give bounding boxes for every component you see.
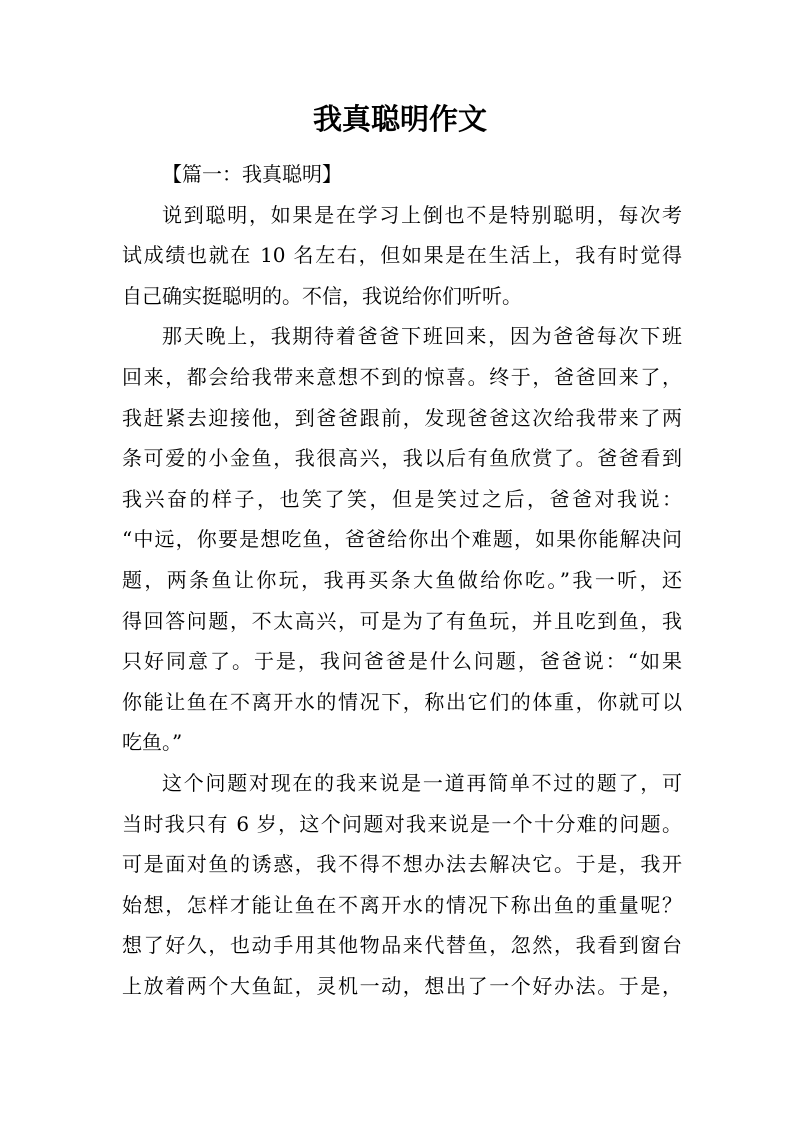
paragraph-line: 上放着两个大鱼缸，灵机一动，想出了一个好办法。于是， — [122, 973, 682, 998]
paragraph-line: 自己确实挺聪明的。不信，我说给你们听听。 — [122, 283, 522, 308]
paragraph-line: 你能让鱼在不离开水的情况下，称出它们的体重，你就可以 — [122, 689, 682, 714]
paragraph-2 — [122, 316, 682, 763]
document-body — [122, 154, 682, 1006]
paragraph-line: 说到聪明，如果是在学习上倒也不是特别聪明，每次考 — [162, 202, 682, 227]
document-title: 我真聪明作文 — [312, 102, 487, 136]
paragraph-line: 想了好久，也动手用其他物品来代替鱼，忽然，我看到窗台 — [122, 933, 682, 958]
paragraph-line: 得回答问题，不太高兴，可是为了有鱼玩，并且吃到鱼，我 — [122, 608, 682, 633]
paragraph-line: 条可爱的小金鱼，我很高兴，我以后有鱼欣赏了。爸爸看到 — [122, 446, 682, 471]
paragraph-1 — [122, 195, 682, 317]
paragraph-line: 吃鱼。” — [122, 730, 183, 755]
paragraph-line: 我兴奋的样子，也笑了笑，但是笑过之后，爸爸对我说： — [122, 486, 682, 511]
paragraph-line: 只好同意了。于是，我问爸爸是什么问题，爸爸说：“如果 — [122, 649, 682, 674]
paragraph-line: 题，两条鱼让你玩，我再买条大鱼做给你吃。”我一听，还 — [122, 567, 682, 592]
paragraph-line: “中远，你要是想吃鱼，爸爸给你出个难题，如果你能解决问 — [122, 527, 682, 552]
paragraph-line: 当时我只有 6 岁，这个问题对我来说是一个十分难的问题。 — [122, 811, 682, 836]
paragraph-line: 我赶紧去迎接他，到爸爸跟前，发现爸爸这次给我带来了两 — [122, 405, 682, 430]
paragraph-line: 可是面对鱼的诱惑，我不得不想办法去解决它。于是，我开 — [122, 852, 682, 877]
paragraph-3 — [122, 763, 682, 1007]
paragraph-line: 回来，都会给我带来意想不到的惊喜。终于，爸爸回来了， — [122, 364, 682, 389]
paragraph-line: 那天晚上，我期待着爸爸下班回来，因为爸爸每次下班 — [162, 324, 682, 349]
paragraph-line: 试成绩也就在 10 名左右，但如果是在生活上，我有时觉得 — [122, 243, 682, 268]
paragraph-line: 这个问题对现在的我来说是一道再简单不过的题了，可 — [162, 770, 682, 795]
section-heading: 【篇一：我真聪明】 — [162, 162, 342, 186]
paragraph-line: 始想，怎样才能让鱼在不离开水的情况下称出鱼的重量呢？ — [122, 892, 682, 917]
